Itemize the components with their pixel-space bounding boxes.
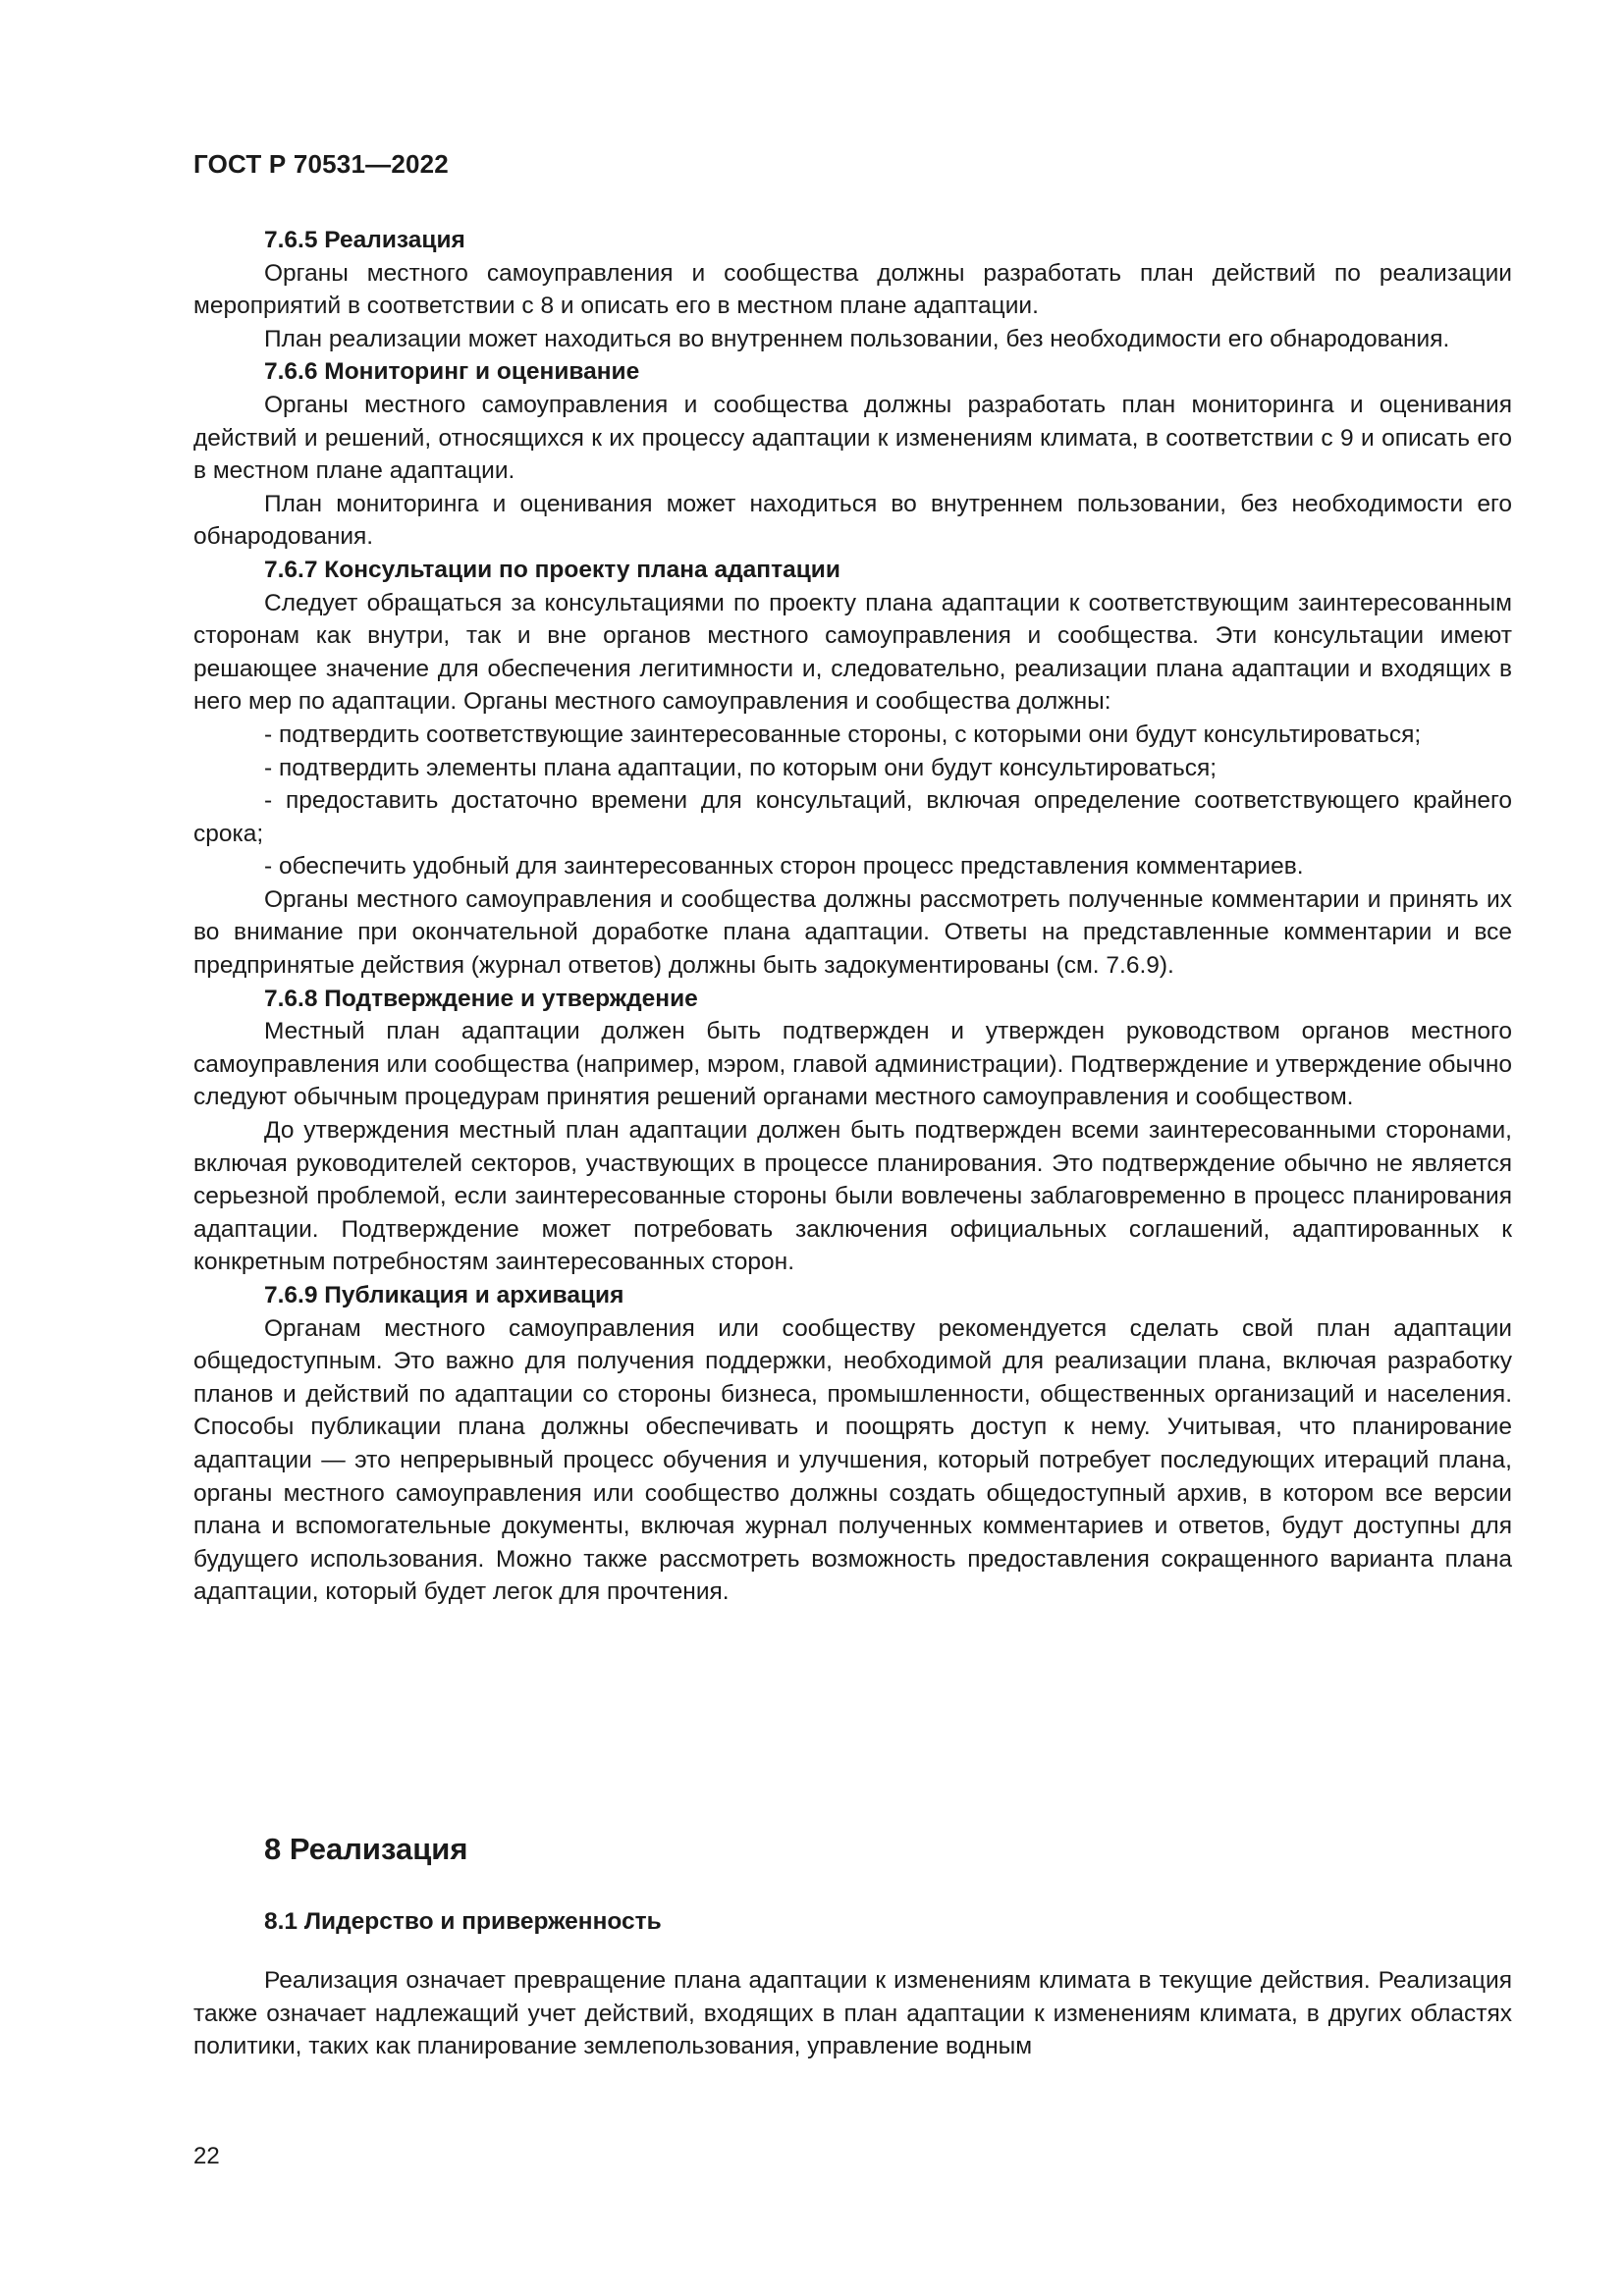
paragraph: Органы местного самоуправления и сообщества должны разработать план мониторинга и оценивания действий и решений, относящихся к их процессу адаптации к изменениям климата, в соответствии с 9 и описать его в местном плане адаптации. [193, 391, 1512, 485]
subsection-heading-7-6-6: 7.6.6 Мониторинг и оценивание [264, 358, 640, 386]
list-item: - обеспечить удобный для заинтересованных сторон процесс представления комментариев. [264, 853, 1304, 881]
paragraph: До утверждения местный план адаптации должен быть подтвержден всеми заинтересованными сторонами, включая руководителей секторов, участвующих в процессе планирования. Это подтверждение обычно не является серьезной проблемой, если заинтересованные стороны были вовлечены заблаговременно в процесс планирования адаптации. Подтверждение может потребовать заключения официальных соглашений, адаптированных к конкретным потребностям заинтересованных сторон. [193, 1117, 1512, 1276]
subsection-heading-7-6-8: 7.6.8 Подтверждение и утверждение [264, 985, 698, 1012]
paragraph: План реализации может находиться во внутреннем пользовании, без необходимости его обнародования. [264, 325, 1450, 352]
subsection-heading-7-6-7: 7.6.7 Консультации по проекту плана адаптации [264, 556, 840, 583]
paragraph: Следует обращаться за консультациями по проекту плана адаптации к соответствующим заинтересованным сторонам как внутри, так и вне органов местного самоуправления и сообщества. Эти консультации имеют решающее значение для обеспечения легитимности и, следовательно, реализации плана адаптации и входящих в него мер по адаптации. Органы местного самоуправления и сообщества должны: [193, 589, 1512, 716]
document-body [193, 224, 1512, 1609]
paragraph: Реализация означает превращение плана адаптации к изменениям климата в текущие действия. Реализация также означает надлежащий учет действий, входящих в план адаптации к изменениям климата, в других областях политики, таких как планирование землепользования, управление водным [193, 1967, 1512, 2060]
document-header: ГОСТ Р 70531—2022 [193, 149, 449, 179]
paragraph: План мониторинга и оценивания может находиться во внутреннем пользовании, без необходимости его обнародования. [193, 490, 1512, 551]
list-item: - подтвердить элементы плана адаптации, по которым они будут консультироваться; [264, 754, 1218, 781]
paragraph: Органам местного самоуправления или сообществу рекомендуется сделать свой план адаптации общедоступным. Это важно для получения поддержки, необходимой для реализации плана, включая разработку планов и действий по адаптации со стороны бизнеса, промышленности, общественных организаций и населения. Способы публикации плана должны обеспечивать и поощрять доступ к нему. Учитывая, что планирование адаптации — это непрерывный процесс обучения и улучшения, который потребует последующих итераций плана, органы местного самоуправления или сообщество должны создать общедоступный архив, в котором все версии плана и вспомогательные документы, включая журнал полученных комментариев и ответов, будут доступны для будущего использования. Можно также рассмотреть возможность предоставления сокращенного варианта плана адаптации, который будет легок для прочтения. [193, 1314, 1512, 1606]
chapter-body [193, 1964, 1512, 2063]
section-heading-8-1: 8.1 Лидерство и приверженность [264, 1908, 662, 1935]
subsection-heading-7-6-9: 7.6.9 Публикация и архивация [264, 1282, 624, 1308]
list-item: - подтвердить соответствующие заинтересованные стороны, с которыми они будут консультироваться; [264, 721, 1422, 748]
paragraph: Органы местного самоуправления и сообщества должны рассмотреть полученные комментарии и принять их во внимание при окончательной доработке плана адаптации. Ответы на представленные комментарии и все предпринятые действия (журнал ответов) должны быть задокументированы (см. 7.6.9). [193, 885, 1512, 980]
chapter-heading: 8 Реализация [264, 1832, 468, 1866]
paragraph: Местный план адаптации должен быть подтвержден и утвержден руководством органов местного самоуправления или сообщества (например, мэром, главой администрации). Подтверждение и утверждение обычно следуют обычным процедурам принятия решений органами местного самоуправления и сообществом. [193, 1018, 1512, 1111]
subsection-heading-7-6-5: 7.6.5 Реализация [264, 227, 465, 253]
list-item: - предоставить достаточно времени для консультаций, включая определение соответствующего крайнего срока; [193, 787, 1512, 847]
page-number: 22 [193, 2143, 220, 2169]
paragraph: Органы местного самоуправления и сообщества должны разработать план действий по реализации мероприятий в соответствии с 8 и описать его в местном плане адаптации. [193, 259, 1512, 320]
